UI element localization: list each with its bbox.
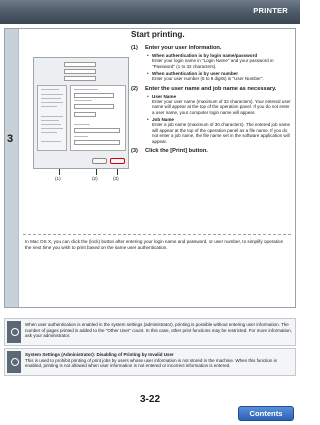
bullet-item: • When authentication is by login name/password xyxy=(147,53,258,58)
divider xyxy=(23,234,291,235)
bullet-text: Enter your login name in "Login Name" and your password in "Password" (1 to 32 characters). xyxy=(152,58,274,69)
callout-3: (3) xyxy=(113,176,119,181)
substep-1: (1) Enter your user information. xyxy=(131,45,222,51)
bullet-text: Enter your user name (maximum of 32 characters). Your entered user name will appear at the top of the operation panel. If you do not enter a user name, your computer login name will appear. xyxy=(152,98,291,115)
job-handling-select xyxy=(64,76,96,81)
settings-icon xyxy=(7,351,21,373)
login-name-field xyxy=(74,93,114,98)
printer-select xyxy=(64,62,96,67)
user-name-field xyxy=(74,128,120,133)
page-number: 3-22 xyxy=(139,394,160,405)
callout-2: (2) xyxy=(92,176,98,181)
step-number-column xyxy=(5,29,19,307)
presets-select xyxy=(64,69,96,74)
note-text: In Mac OS X, you can click the (lock) button after entering your login name and password, or user number, to simplify operation the next time you wish to print based on the same user authentication. xyxy=(25,239,284,250)
contents-button[interactable]: Contents xyxy=(238,406,294,421)
info-text: System Settings (Administrator): Disabling of Printing by Invalid User This is used to prohibit printing of print jobs by users whose user information is not stored in the machine. When this function is enabled, printing is not allowed when user information is not entered or incorrect information is entered. xyxy=(25,352,277,369)
dialog-sidebar xyxy=(37,85,67,151)
print-dialog-illustration xyxy=(33,57,129,169)
info-box-system-settings xyxy=(4,348,296,376)
user-number-field xyxy=(74,112,96,117)
job-name-field xyxy=(74,140,120,145)
header-bar xyxy=(0,0,300,24)
bullet-item: • User Name xyxy=(147,93,177,99)
step-title: Start printing. xyxy=(131,30,185,39)
step-number: 3 xyxy=(7,133,14,145)
info-icon xyxy=(7,321,21,343)
password-field xyxy=(74,104,114,109)
dialog-panel xyxy=(70,85,126,151)
bullet-item: • Job Name xyxy=(147,117,174,122)
substep-3: (3) Click the [Print] button. xyxy=(131,148,208,154)
bullet-text: Enter a job name (maximum of 30 characters). The entered job name will appear at the top of the operation panel as a file name. If you do not enter a job name, the file name set in the software application will appear. xyxy=(152,122,290,144)
instructions xyxy=(131,30,293,156)
bullet-item: • When authentication is by user number xyxy=(147,71,239,76)
substep-2: (2) Enter the user name and job name as necessary. xyxy=(131,85,277,92)
bullet-text: Enter your user number (5 to 8 digits) in "User Number". xyxy=(152,76,264,81)
cancel-button xyxy=(92,158,107,164)
info-text: When user authentication is enabled in the system settings (administrator), printing is possible without entering user information. The number of pages printed is added to the "Other User" count. In this case, other print functions may be restricted. For more information, ask your administrator. xyxy=(25,322,292,339)
print-button xyxy=(110,158,125,164)
callout-1: (1) xyxy=(55,176,61,181)
section-title: PRINTER xyxy=(253,6,288,15)
info-box-other-user xyxy=(4,318,296,346)
